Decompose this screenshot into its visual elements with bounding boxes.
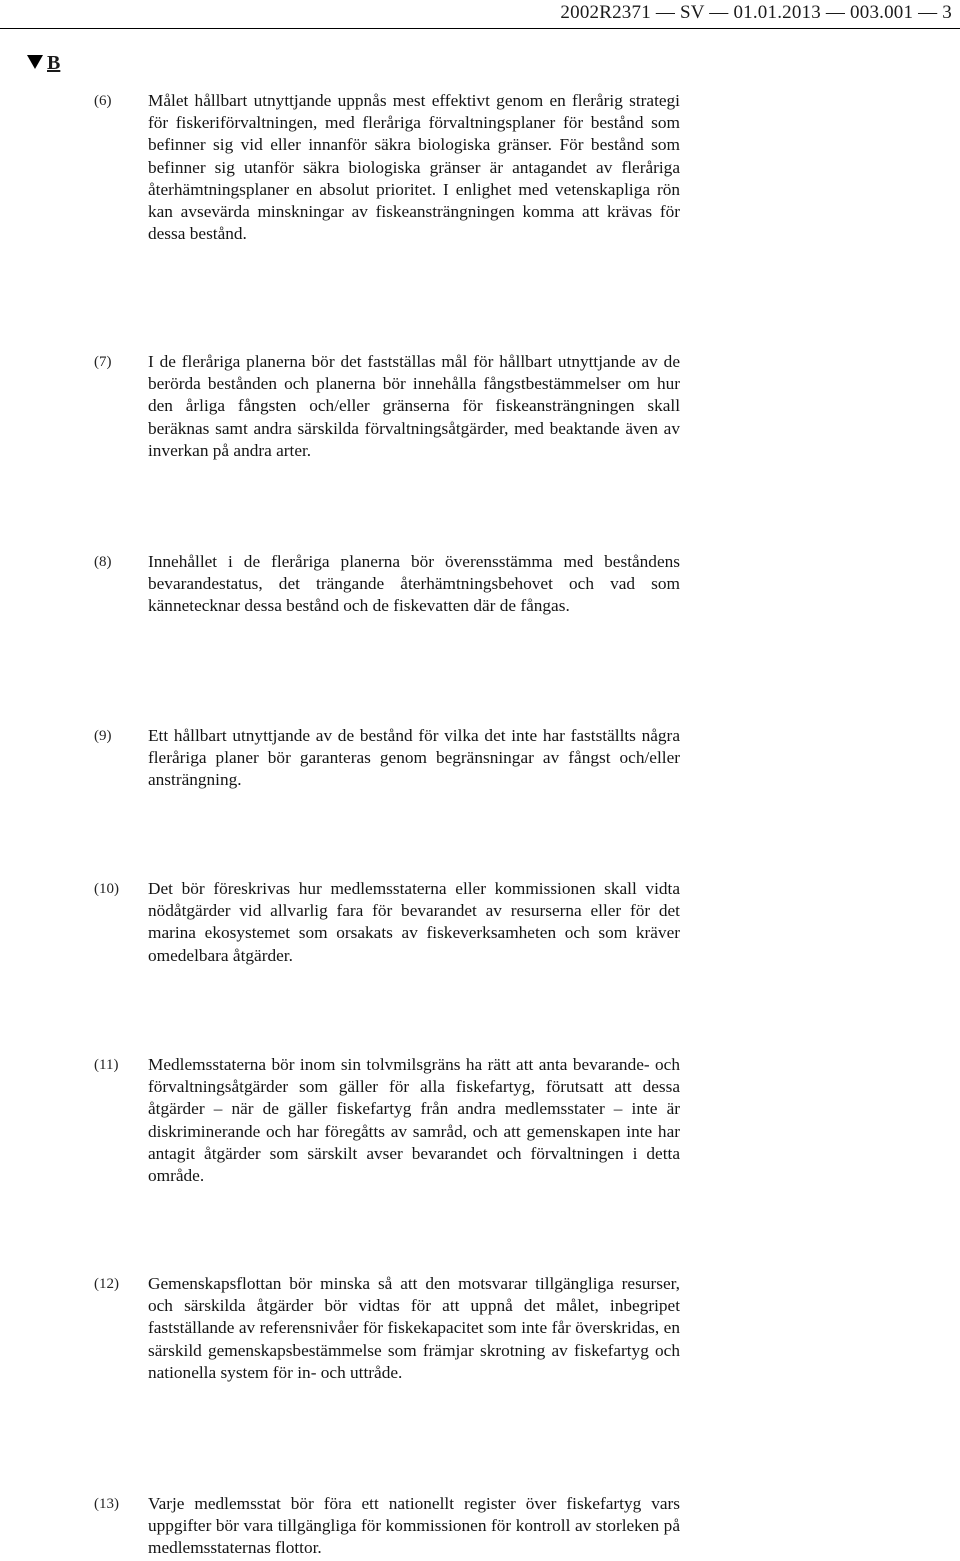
recital-text: Det bör föreskrivas hur medlemsstaterna eller kommissionen skall vidta nödåtgärder vid allvarlig fara för bevarandet av resurserna eller för det marina ekosystemet som orsakats av fiskeverksamheten och som kräver omedelbara åtgärder. — [148, 879, 680, 965]
recital-text: Varje medlemsstat bör föra ett nationellt register över fiskefartyg vars uppgifter bör vara tillgängliga för kommissionen för kontroll av storleken på medlemsstaternas flottor. — [148, 1494, 680, 1558]
recital-number: (8) — [94, 554, 112, 570]
recital-number: (9) — [94, 728, 112, 744]
recital-number: (10) — [94, 881, 119, 897]
page-header — [0, 0, 960, 32]
recital-number: (12) — [94, 1276, 119, 1292]
recital-text: Ett hållbart utnyttjande av de bestånd för vilka det inte har fastställts några fleråriga planer bör garanteras genom begränsningar av fångst och/eller ansträngning. — [148, 726, 680, 790]
triangle-down-icon — [27, 55, 43, 69]
amendment-ref-link[interactable]: B — [47, 52, 61, 74]
recital-text: Gemenskapsflottan bör minska så att den motsvarar tillgängliga resurser, och särskilda åtgärder bör vidtas för att uppnå det målet, inbegripet fastställande av referensnivåer för fiskekapacitet som inte får överskridas, en särskild gemenskapsbestämmelse som främjar skrotning av fiskefartyg och nationella system för in- och uttråde. — [148, 1274, 680, 1382]
recital-text: Innehållet i de fleråriga planerna bör överensstämma med beståndens bevarandestatus, det trängande återhämtningsbehovet och vad som kännetecknar dessa bestånd och de fiskevatten där de fångas. — [148, 552, 680, 616]
recital-number: (7) — [94, 354, 112, 370]
recital-text: Medlemsstaterna bör inom sin tolvmilsgräns ha rätt att anta bevarande- och förvaltningsåtgärder som gäller för alla fiskefartyg, förutsatt att dessa åtgärder – när de gäller fiskefartyg från andra medlemsstater – inte är diskriminerande och har föregåtts av samråd, och att gemenskapen inte har antagit åtgärder som särskilt avser bevarandet och förvaltningen i detta område. — [148, 1055, 680, 1186]
recital-number: (11) — [94, 1057, 119, 1073]
recital-number: (6) — [94, 93, 112, 109]
header-rule — [0, 28, 960, 29]
amendment-marker — [27, 52, 60, 75]
document-reference: 2002R2371 — SV — 01.01.2013 — 003.001 — 3 — [560, 2, 952, 23]
recital-text: I de fleråriga planerna bör det fastställas mål för hållbart utnyttjande av de berörda bestånden och planerna bör innehålla fångstbestämmelser om hur den årliga fångsten och/eller gränserna för fiskeansträngningen skall beräknas samt andra särskilda förvaltningsåtgärder, med beaktande även av inverkan på andra arter. — [148, 352, 680, 460]
recital-text: Målet hållbart utnyttjande uppnås mest effektivt genom en flerårig strategi för fiskeriförvaltningen, med fleråriga förvaltningsplaner för bestånd som befinner sig vid eller innanför säkra biologiska gränser. För bestånd som befinner sig utanför säkra biologiska gränser är antagandet av fleråriga återhämtningsplaner en absolut prioritet. I enlighet med vetenskapliga rön kan avsevärda minskningar av fiskeansträngningen komma att krävas för dessa bestånd. — [148, 91, 680, 244]
recital-number: (13) — [94, 1496, 119, 1512]
